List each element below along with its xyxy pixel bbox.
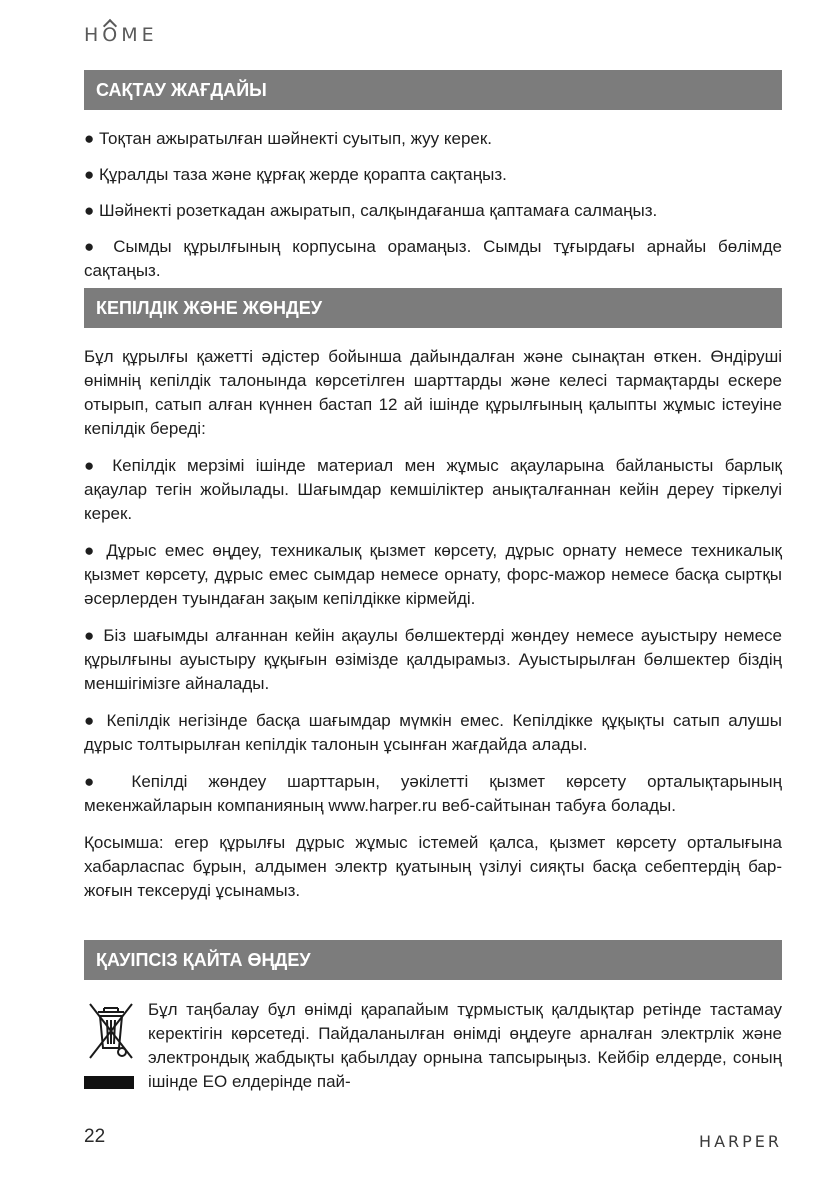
storage-item: ● Тоқтан ажыратылған шәйнекті суытып, жуу керек. — [84, 129, 493, 148]
storage-item: ● Сымды құрылғының корпусына орамаңыз. Сымды тұғырдағы арнайы бөлімде сақтаңыз. — [84, 237, 782, 280]
warranty-section-title: КЕПІЛДІК ЖӘНЕ ЖӨНДЕУ — [84, 288, 782, 328]
page-number: 22 — [84, 1126, 106, 1147]
warranty-item: ● Кепілді жөндеу шарттарын, уәкілетті қызмет көрсету орталықтарының мекенжайларын компанияның www.harper.ru веб-сайтынан табуға болады. — [84, 772, 782, 815]
warranty-item: ● Кепілдік негізінде басқа шағымдар мүмкін емес. Кепілдікке құқықты сатып алушы дұрыс толтырылған кепілдік талонын ұсынған жағдайда алады. — [84, 711, 782, 754]
warranty-item: ● Кепілдік мерзімі ішінде материал мен жұмыс ақауларына байланысты барлық ақаулар тегін жойылады. Шағымдар кемшіліктер анықталғаннан кейін дереу тіркелуі керек. — [84, 456, 782, 523]
storage-item: ● Құралды таза және құрғақ жерде қорапта сақтаңыз. — [84, 165, 507, 184]
warranty-item: ● Біз шағымды алғаннан кейін ақаулы бөлшектерді жөндеу немесе ауыстыру немесе құрылғыны ауыстыру құқығын өзімізде қалдырамыз. Ауыстырылған бөлшектер біздің меншігімізге айналады. — [84, 626, 782, 693]
storage-section-title: САҚТАУ ЖАҒДАЙЫ — [84, 70, 782, 110]
warranty-intro: Бұл құрылғы қажетті әдістер бойынша дайындалған және сынақтан өткен. Өндіруші өнімнің кепілдік талонында көрсетілген шарттарды және келесі тармақтарды ескере отырып, сатып алған күннен бастап 12 ай ішінде құрылғының қалыпты жұмыс істеуіне кепілдік береді: — [84, 347, 782, 438]
storage-list — [84, 127, 782, 283]
storage-item: ● Шәйнекті розеткадан ажыратып, салқындағанша қаптамаға салмаңыз. — [84, 201, 658, 220]
warranty-body — [84, 345, 782, 903]
recycling-section-title: ҚАУІПСІЗ ҚАЙТА ӨҢДЕУ — [84, 940, 782, 980]
crossed-out-wheelie-bin-icon — [84, 1000, 138, 1062]
warranty-item: ● Дұрыс емес өңдеу, техникалық қызмет көрсету, дұрыс орнату немесе техникалық қызмет көрсету, дұрыс емес сымдар немесе орнату, форс-мажор немесе басқа сыртқы әсерлерден туындаған зақым кепілдікке кірмейді. — [84, 541, 782, 608]
home-logo: HOME — [84, 24, 158, 46]
warranty-note: Қосымша: егер құрылғы дұрыс жұмыс істемей қалса, қызмет көрсету орталығына хабарласпас бұрын, алдымен электр қуатының үзілуі сияқты басқа себептердің бар-жоғын тексеруді ұсынамыз. — [84, 833, 782, 900]
roof-mark-icon: O — [102, 24, 122, 46]
harper-logo: HARPER — [699, 1132, 782, 1151]
weee-marking-bar — [84, 1076, 134, 1089]
recycling-text: Бұл таңбалау бұл өнімді қарапайым тұрмыстық қалдықтар ретінде тастамау керектігін көрсетеді. Пайдаланылған өнімді өңдеуге арналған электрлік және электрондық жабдықты қабылдау орнына тапсырыңыз. Кейбір елдерде, соның ішінде ЕО елдерінде пай- — [148, 1000, 782, 1091]
